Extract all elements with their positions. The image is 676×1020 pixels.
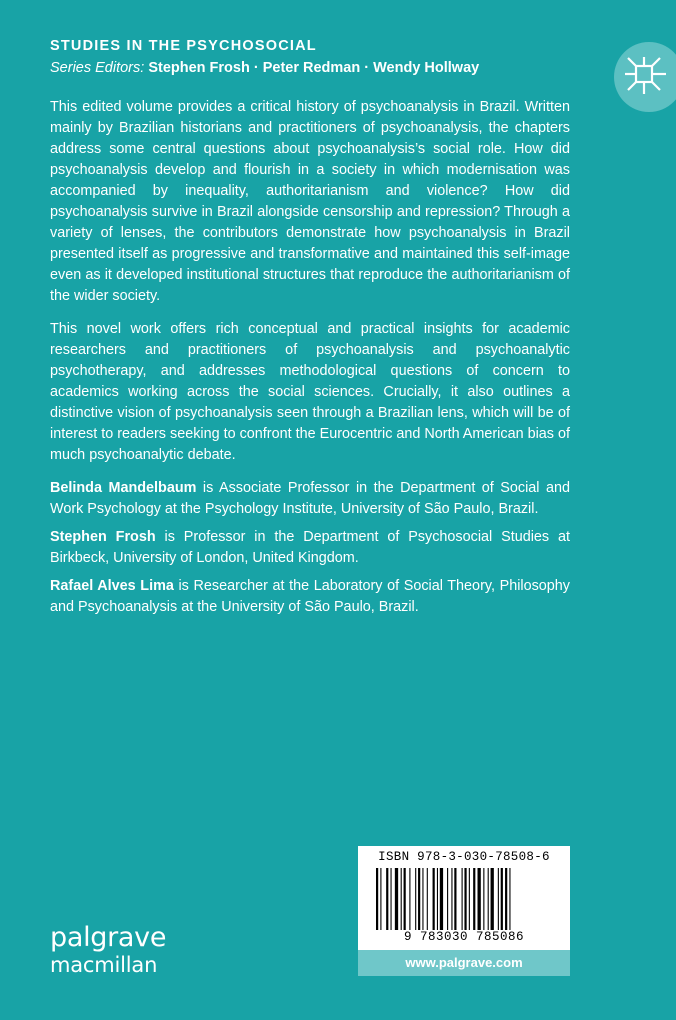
- bio-name: Stephen Frosh: [50, 529, 156, 545]
- back-cover-text: [50, 97, 570, 625]
- series-logo: [614, 42, 676, 112]
- bio-text: is Professor in the Department of Psychosocial Studies at Birkbeck, University of London, United Kingdom.: [50, 529, 570, 566]
- bio-lima: [50, 576, 570, 618]
- bio-name: Belinda Mandelbaum: [50, 480, 197, 496]
- isbn-barcode: [358, 846, 570, 950]
- series-editors-label: Series Editors:: [50, 60, 145, 76]
- description-paragraph-1: This edited volume provides a critical history of psychoanalysis in Brazil. Written mainly by Brazilian historians and practitioners of psychoanalysis, the chapters address some central questions about psychoanalysis’s social role. How did psychoanalysis develop and flourish in a society in which modernisation was accompanied by inequality, authoritarianism and violence? How did psychoanalysis survive in Brazil alongside censorship and repression? Through a variety of lenses, the contributors demonstrate how psychoanalysis in Brazil presented itself as progressive and transformative and maintained this self-image even as it developed institutional structures that reproduce the authoritarianism of the wider society.: [50, 99, 570, 304]
- bio-text: is Associate Professor in the Department of Social and Work Psychology at the Psychology Institute, University of São Paulo, Brazil.: [50, 480, 570, 517]
- series-editors: [50, 60, 479, 76]
- publisher-logo-line1: palgrave: [50, 922, 167, 953]
- publisher-logo: [50, 924, 166, 976]
- description-paragraph-2: This novel work offers rich conceptual and practical insights for academic researchers and practitioners of psychoanalysis and psychoanalytic psychotherapy, and addresses methodological questions of concern to academics working across the social sciences. Crucially, it also outlines a distinctive vision of psychoanalysis seen through a Brazilian lens, which will be of interest to readers seeking to confront the Eurocentric and North American bias of much psychoanalytic debate.: [50, 321, 570, 463]
- isbn-label: ISBN 978-3-030-78508-6: [378, 850, 550, 864]
- bio-frosh: [50, 527, 570, 569]
- publisher-logo-line2: macmillan: [50, 953, 158, 977]
- barcode-bars: [376, 868, 552, 930]
- website-link[interactable]: www.palgrave.com: [358, 950, 570, 976]
- bio-mandelbaum: [50, 478, 570, 520]
- series-editors-names: Stephen Frosh · Peter Redman · Wendy Hollway: [148, 60, 480, 76]
- series-logo-icon: [622, 54, 670, 98]
- barcode-digits: 9 783030 785086: [403, 930, 525, 944]
- bio-text: is Researcher at the Laboratory of Social Theory, Philosophy and Psychoanalysis at the University of São Paulo, Brazil.: [50, 578, 570, 615]
- series-title: STUDIES IN THE PSYCHOSOCIAL: [50, 38, 317, 54]
- bio-name: Rafael Alves Lima: [50, 578, 174, 594]
